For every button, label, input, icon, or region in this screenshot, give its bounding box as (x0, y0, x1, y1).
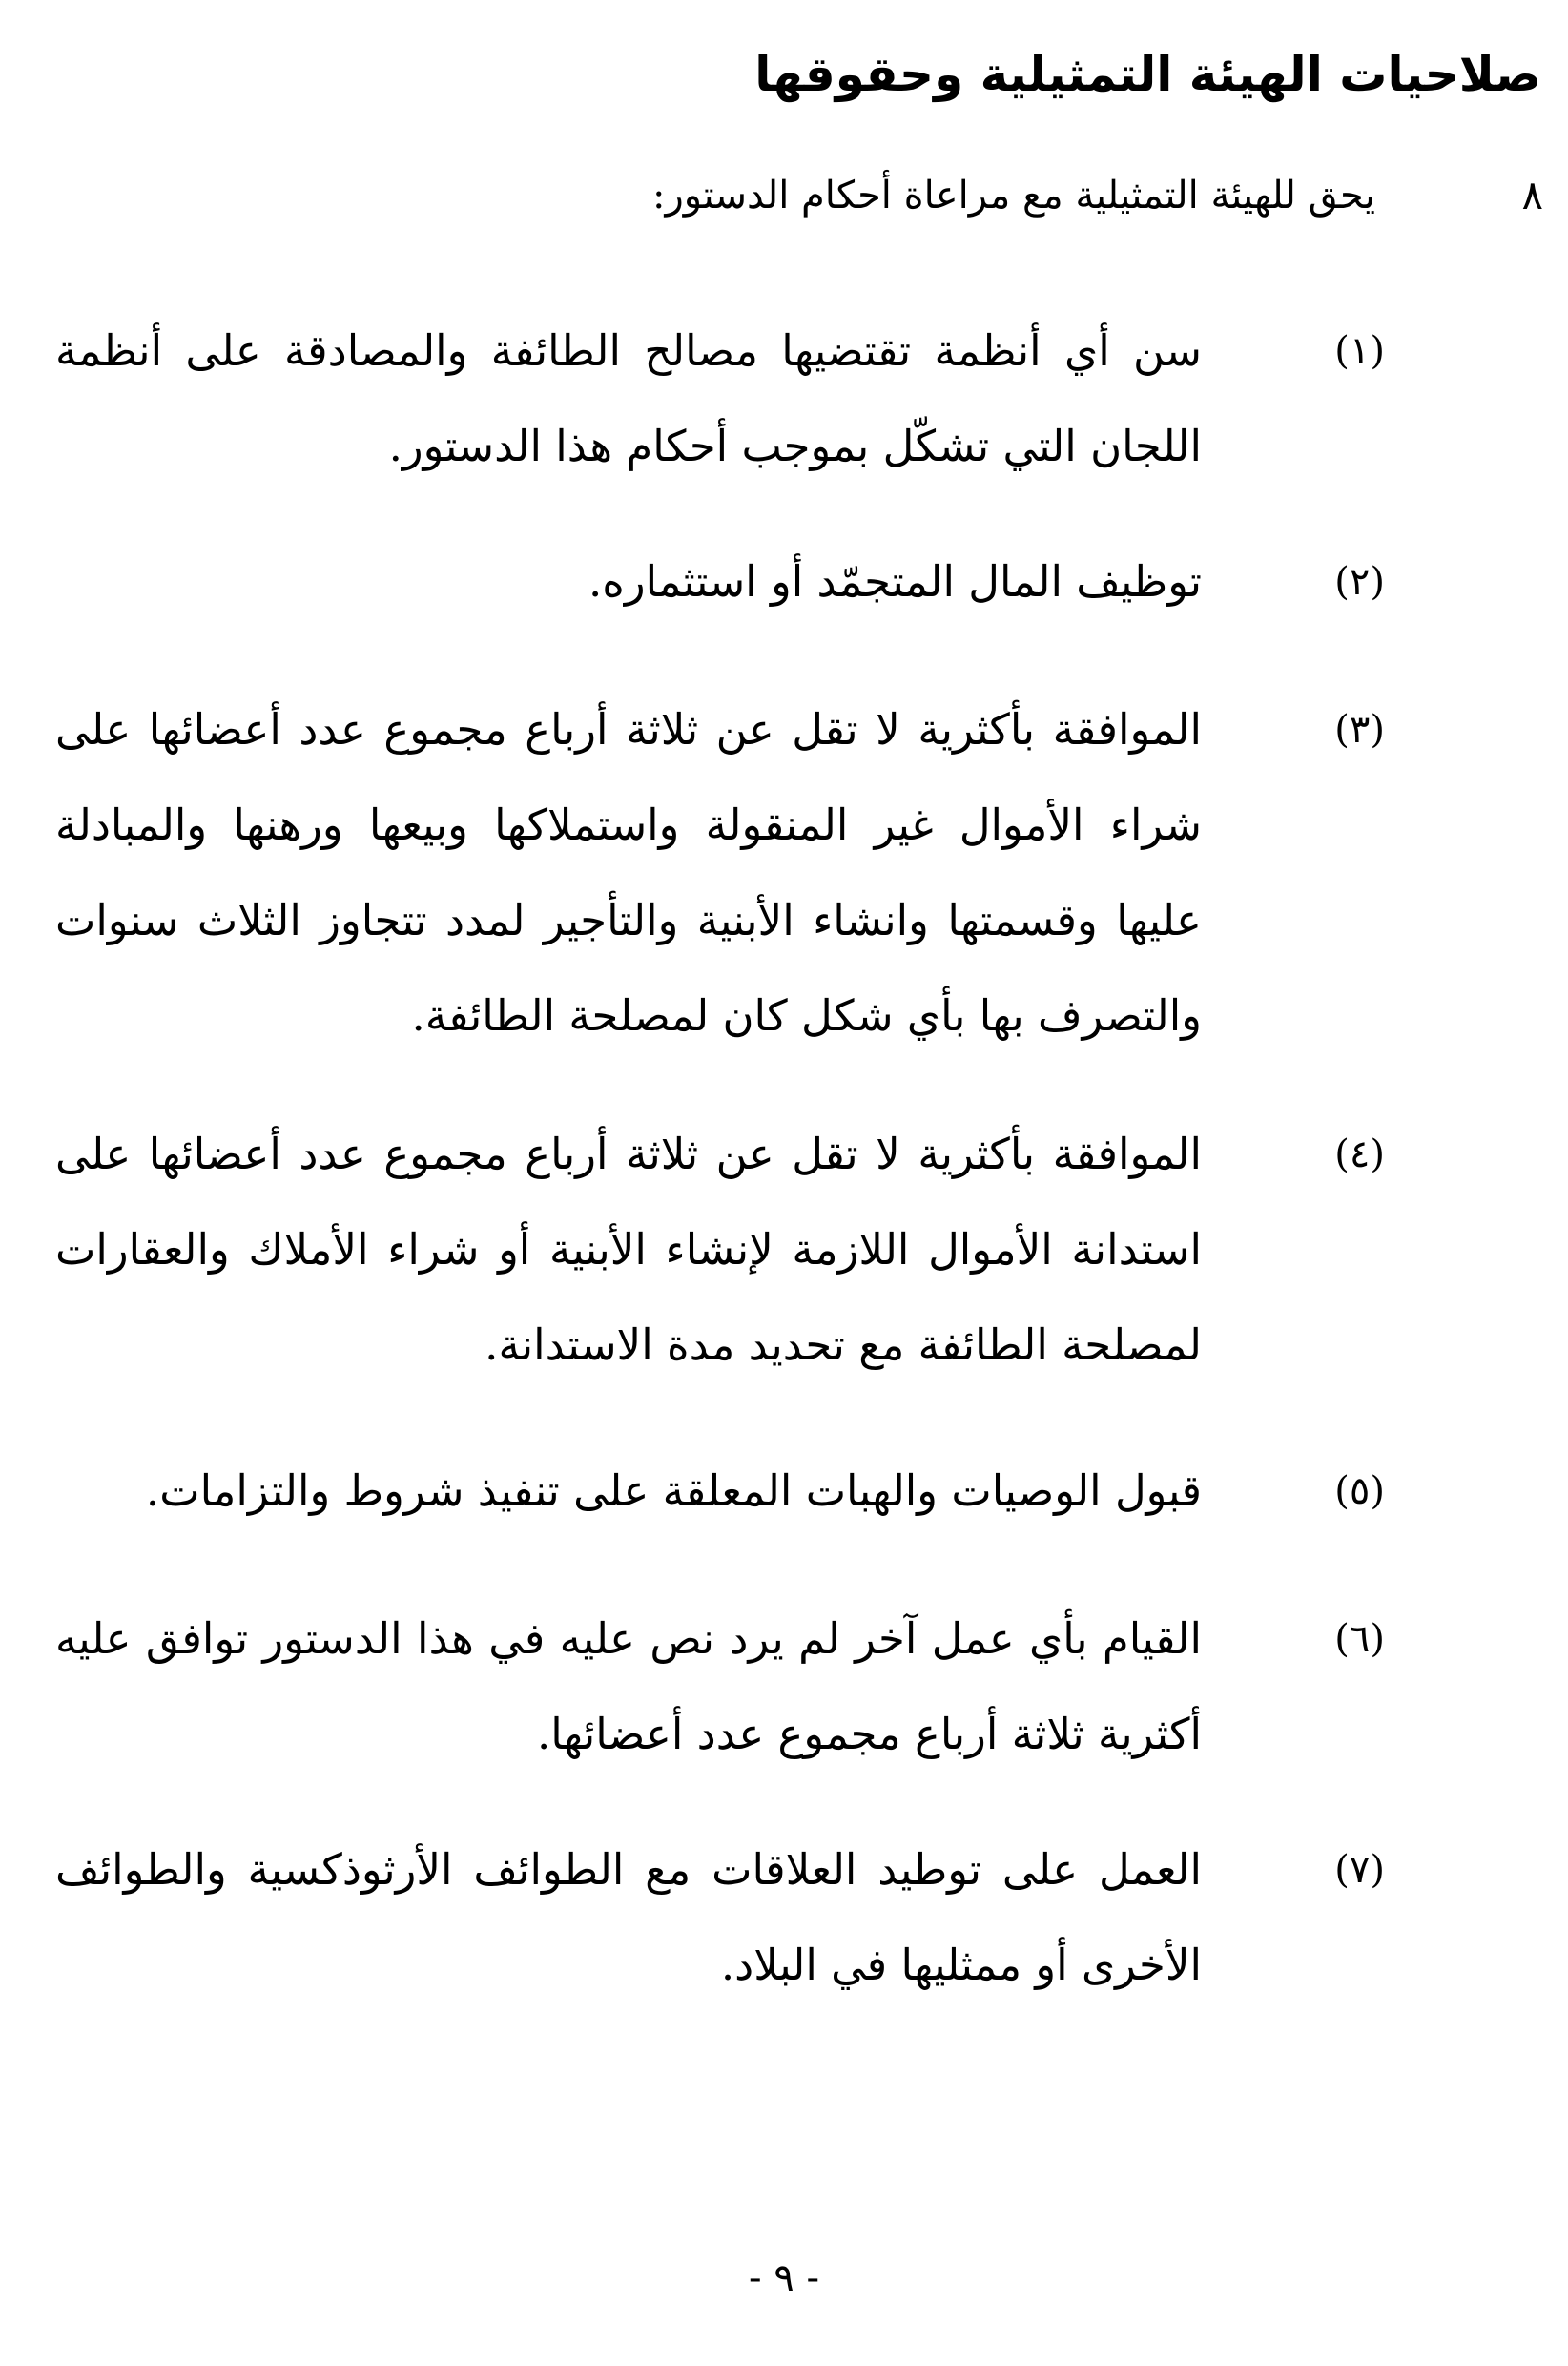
article-number: ٨ (1521, 172, 1543, 218)
clause-label: (٣) (1334, 708, 1385, 752)
article-intro-text: يحق للهيئة التمثيلية مع مراعاة أحكام الدستور: (651, 174, 1375, 218)
clause-text: سن أي أنظمة تقتضيها مصالح الطائفة والمصادقة على أنظمة اللجان التي تشكّل بموجب أحكام هذا الدستور. (55, 325, 1202, 471)
clause-label: (١) (1334, 329, 1385, 373)
clause-label: (٦) (1334, 1617, 1385, 1661)
clause-text: قبول الوصيات والهبات المعلقة على تنفيذ شروط والتزامات. (145, 1465, 1202, 1516)
article-intro (113, 153, 1543, 239)
clause-text: العمل على توطيد العلاقات مع الطوائف الأرثوذكسية والطوائف الأخرى أو ممثليها في البلاد. (55, 1844, 1202, 1990)
clause-text: القيام بأي عمل آخر لم يرد نص عليه في هذا الدستور توافق عليه أكثرية ثلاثة أرباع مجموع عدد أعضائها. (55, 1613, 1202, 1759)
section-heading: صلاحيات الهيئة التمثيلية وحقوقها (754, 47, 1541, 102)
page-number: - ٩ - (749, 2256, 819, 2300)
clause-label: (٥) (1334, 1469, 1385, 1513)
clause-text: توظيف المال المتجمّد أو استثماره. (588, 556, 1202, 607)
clause-label: (٤) (1334, 1132, 1385, 1176)
clause-label: (٢) (1334, 560, 1385, 604)
clause-label: (٧) (1334, 1848, 1385, 1892)
clause-text: الموافقة بأكثرية لا تقل عن ثلاثة أرباع مجموع عدد أعضائها على شراء الأموال غير المنقولة واستملاكها وبيعها ورهنها والمبادلة عليها وقسمتها وانشاء الأبنية والتأجير لمدد تتجاوز الثلاث سنوات والتصرف بها بأي شكل كان لمصلحة الطائفة. (55, 704, 1202, 1041)
clause-text: الموافقة بأكثرية لا تقل عن ثلاثة أرباع مجموع عدد أعضائها على استدانة الأموال اللازمة لإنشاء الأبنية أو شراء الأملاك والعقارات لمصلحة الطائفة مع تحديد مدة الاستدانة. (55, 1129, 1202, 1370)
